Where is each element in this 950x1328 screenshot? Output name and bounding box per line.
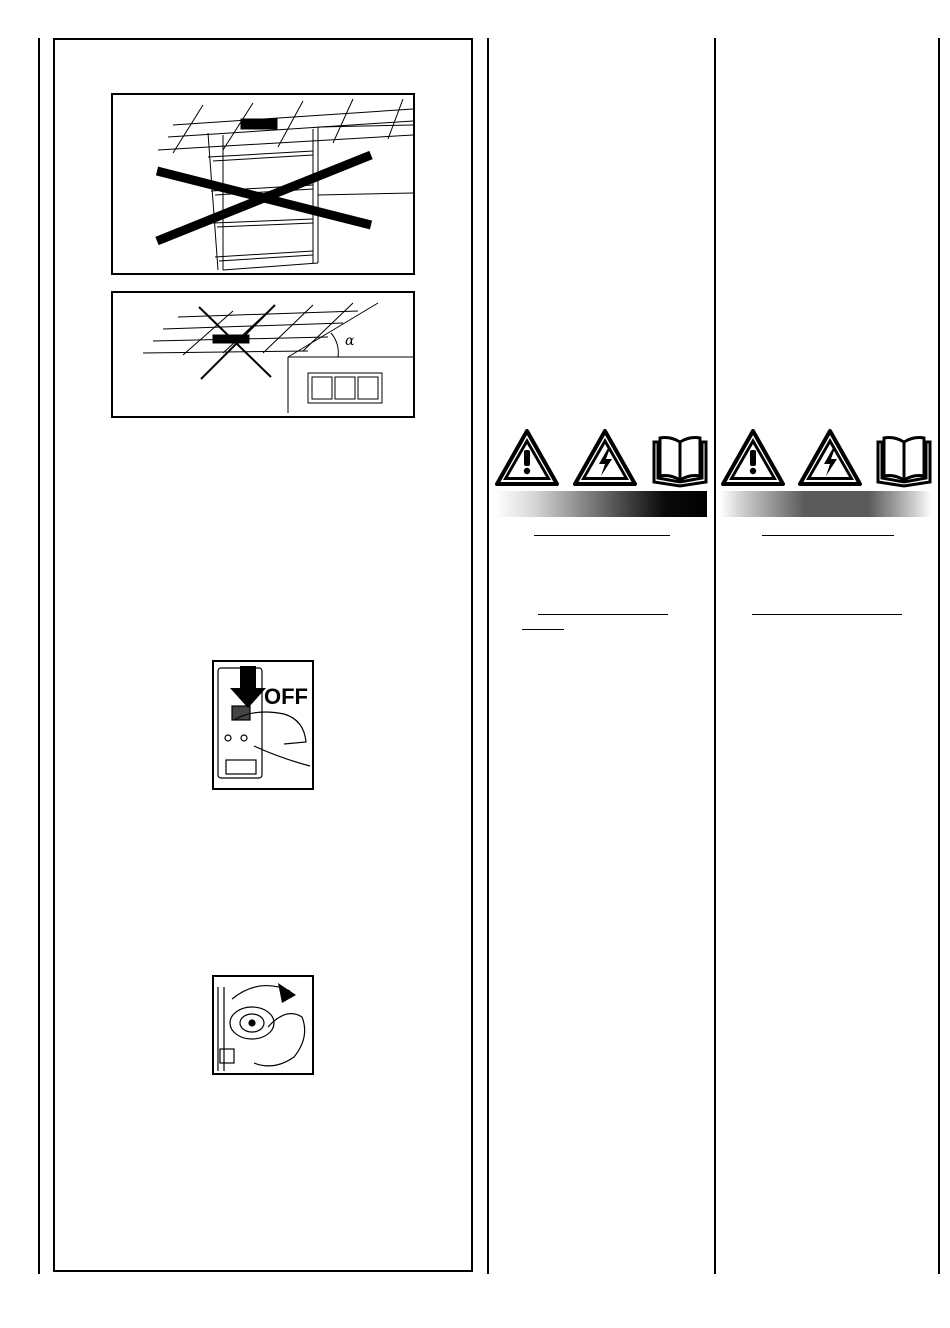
figure-switch-off xyxy=(212,660,314,790)
ceiling-angle-illustration xyxy=(113,293,413,416)
column-divider-1 xyxy=(487,38,489,1274)
underline-rule xyxy=(538,614,668,615)
underline-rule xyxy=(522,629,564,630)
electric-hazard-icon xyxy=(797,428,863,488)
shelf-illustration xyxy=(113,95,413,273)
underline-rule xyxy=(752,614,902,615)
warning-triangle-icon xyxy=(720,428,786,488)
manual-book-icon xyxy=(874,432,934,488)
column-divider-2 xyxy=(714,38,716,1274)
right-margin-rule xyxy=(938,38,940,1274)
switch-off-illustration xyxy=(214,662,312,788)
underline-rule xyxy=(534,535,670,536)
valve-turn-illustration xyxy=(214,977,312,1073)
electric-hazard-icon xyxy=(572,428,638,488)
underline-rule xyxy=(762,535,894,536)
left-margin-rule xyxy=(38,38,40,1274)
off-label: OFF xyxy=(264,684,308,709)
figure-shelf-crossed xyxy=(111,93,415,275)
manual-book-icon xyxy=(650,432,710,488)
angle-alpha-label: α xyxy=(345,333,355,349)
section-header-bar xyxy=(495,491,707,517)
figure-valve-turn xyxy=(212,975,314,1075)
warning-triangle-icon xyxy=(494,428,560,488)
figure-ceiling-angle-crossed xyxy=(111,291,415,418)
section-header-bar xyxy=(720,491,932,517)
